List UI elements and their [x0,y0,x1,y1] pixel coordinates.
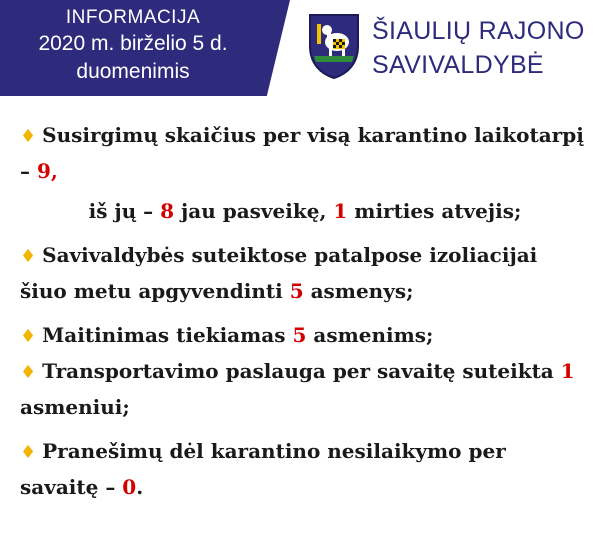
item-text: Maitinimas tiekiamas [42,323,293,347]
deaths-number: 1 [333,199,348,223]
item-text-suffix: . [136,475,144,499]
header-line-3: duomenimis [76,60,190,83]
coat-of-arms-icon [307,12,361,80]
sub-text: mirties atvejis; [347,199,522,223]
diamond-bullet-icon: ♦ [20,442,37,463]
list-item-meals [20,318,590,354]
info-list [20,118,590,504]
diamond-bullet-icon: ♦ [20,326,37,347]
item-text-suffix: asmeniui; [20,395,130,419]
org-name-line-2: SAVIVALDYBĖ [372,51,544,79]
item-text: Transportavimo paslauga per savaitę suteikta [42,359,561,383]
item-text: Pranešimų dėl karantino nesilaikymo per savaitę – [20,439,506,499]
org-name [372,14,585,82]
item-number: 5 [289,279,304,303]
sub-text: iš jų – [88,199,161,223]
item-text-suffix: asmenys; [303,279,414,303]
list-item-violations [20,434,590,504]
list-item-isolation [20,238,590,308]
item-number: 0 [122,475,137,499]
diamond-bullet-icon: ♦ [20,246,37,267]
header-line-1: INFORMACIJA [65,7,201,28]
header-line-2: 2020 m. birželio 5 d. [38,32,228,55]
recovered-number: 8 [160,199,175,223]
list-item-cases [20,118,590,188]
list-item-cases-breakdown [20,194,590,228]
sub-text: jau pasveikę, [174,199,334,223]
diamond-bullet-icon: ♦ [20,126,37,147]
item-number: 5 [292,323,307,347]
item-text-suffix: , [50,159,58,183]
header-title [0,6,266,86]
item-number: 1 [560,359,575,383]
org-name-line-1: ŠIAULIŲ RAJONO [372,17,585,45]
diamond-bullet-icon: ♦ [20,362,37,383]
list-item-transport [20,354,590,424]
item-text-suffix: asmenims; [306,323,434,347]
item-text: Susirgimų skaičius per visą karantino laikotarpį – [20,123,584,183]
item-text: Savivaldybės suteiktose patalpose izoliacijai šiuo metu apgyvendinti [20,243,538,303]
item-number: 9 [36,159,51,183]
